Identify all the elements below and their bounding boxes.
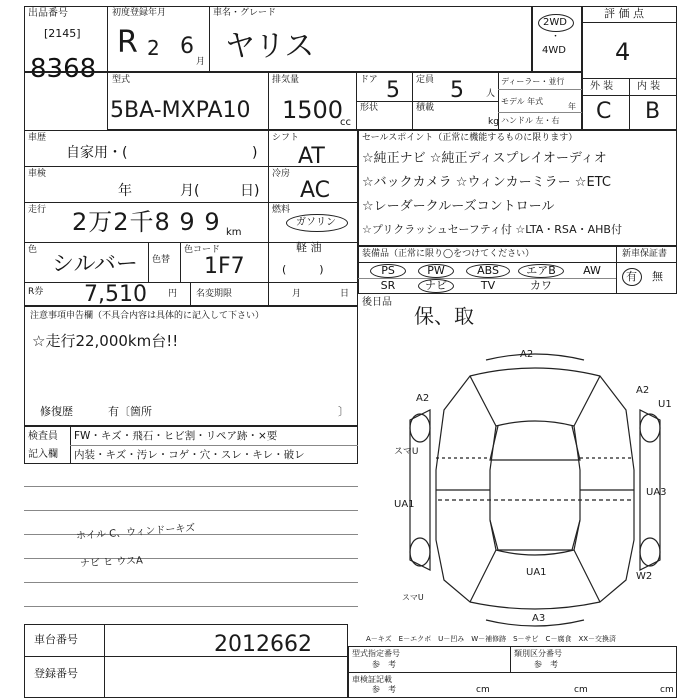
name-change-label: 名変期限 — [196, 289, 233, 299]
type-spec-ref: 参 考 — [372, 660, 396, 669]
equip-navi: ナビ — [425, 279, 447, 292]
car-diagram — [390, 340, 680, 630]
damage-a3-bottom: A3 — [532, 613, 546, 624]
sales-line-3: ☆レーダークルーズコントロール — [362, 199, 555, 214]
equip-sr: SR — [380, 279, 396, 292]
model-value: 5BA-MXPA10 — [110, 98, 251, 123]
drive-dot: ・ — [551, 32, 561, 42]
capacity-label: 定員 — [416, 75, 435, 85]
grade-label: 評 価 点 — [604, 7, 644, 20]
month-unit: 月 — [196, 57, 206, 67]
equip-airbag: エアB — [526, 264, 556, 277]
damage-ua1-left: UA1 — [394, 499, 415, 510]
car-name-label: 車名・グレード — [213, 8, 277, 18]
equip-abs: ABS — [477, 264, 499, 277]
color-label: 色 — [28, 245, 38, 255]
warranty-label: 新車保証書 — [622, 249, 668, 259]
history-value: 自家用・( — [66, 145, 128, 161]
fuel-diesel: 軽 油 — [296, 241, 322, 254]
damage-ua3-right: UA3 — [646, 487, 667, 498]
first-reg-month: 6 — [180, 34, 194, 59]
equip-tv: TV — [480, 279, 496, 292]
mileage-value: 2万2千8 9 9 — [72, 208, 221, 236]
inspector-row-2: 内装・キズ・汚レ・コゲ・穴・スレ・キレ・破レ — [74, 449, 305, 461]
sales-line-1: ☆純正ナビ ☆純正ディスプレイオーディオ — [362, 151, 607, 166]
ac-value: AC — [300, 178, 331, 203]
back-items-label: 後日品 — [362, 297, 392, 308]
sales-line-4: ☆プリクラッシュセーフティ付 ☆LTA・RSA・AHB付 — [362, 223, 622, 236]
inspector-row-1: FW・キズ・飛石・ヒビ割・リペア跡・×要 — [74, 430, 278, 442]
cm-3: cm — [660, 685, 674, 695]
shift-value: AT — [298, 144, 325, 169]
cm-1: cm — [476, 685, 490, 695]
repair-close: 〕 — [338, 405, 349, 418]
doors-value: 5 — [386, 78, 400, 103]
color-change-label: 色替 — [152, 255, 171, 265]
damage-a2-right: A2 — [636, 385, 650, 396]
type-spec-label: 型式指定番号 — [352, 649, 400, 658]
inspector-label-2: 記入欄 — [28, 449, 58, 460]
damage-ua1-bottom: UA1 — [526, 567, 547, 578]
color-code-value: 1F7 — [204, 254, 245, 279]
person-unit: 人 — [486, 89, 496, 99]
damage-a2-top: A2 — [520, 349, 534, 360]
km-unit: km — [226, 227, 242, 238]
displacement-label: 排気量 — [272, 75, 300, 85]
inspector-hand-1: ホイル C、ウィンドーキズ — [75, 522, 196, 543]
notes-block — [24, 306, 358, 426]
sales-title: セールスポイント（正常に機能するものに限ります） — [362, 133, 578, 143]
dealer-label: ディーラー・並行 — [501, 77, 565, 86]
ext-value: C — [596, 99, 612, 124]
lot-number: 8368 — [30, 54, 97, 84]
ext-label: 外 装 — [590, 81, 614, 92]
first-reg-era: R — [117, 25, 138, 60]
class-label: 類別区分番号 — [514, 649, 562, 658]
lot-label: 出品番号 — [28, 8, 68, 19]
fuel-gasoline: ガソリン — [296, 217, 336, 228]
fuel-label: 燃料 — [272, 205, 291, 215]
kg-unit: kg — [488, 117, 499, 127]
inspection-year: 年 — [118, 183, 132, 199]
drive-2wd: 2WD — [543, 17, 567, 28]
damage-a2-left: A2 — [416, 393, 430, 404]
shape-label: 形状 — [360, 103, 379, 113]
equipment-title: 装備品（正常に限り◯をつけてください） — [362, 249, 535, 259]
reg-label: 登録番号 — [34, 667, 78, 680]
damage-w2-right: W2 — [636, 571, 653, 582]
inspector-label-1: 検査員 — [28, 431, 58, 442]
cm-2: cm — [574, 685, 588, 695]
doors-label: ドア — [360, 75, 378, 85]
drive-4wd: 4WD — [542, 45, 566, 56]
model-year-label: モデル 年式 — [501, 97, 544, 106]
first-reg-year: 2 — [147, 36, 160, 60]
int-label: 内 装 — [637, 81, 661, 92]
warranty-no: 無 — [652, 270, 663, 283]
load-label: 積載 — [416, 103, 435, 113]
class-ref: 参 考 — [534, 660, 558, 669]
car-name: ヤリス — [225, 29, 315, 64]
damage-smart-left: スマU — [394, 447, 419, 457]
inspector-hand-2: ナビ ヒ ウスA — [79, 555, 144, 570]
dims-label: 車検証記載 — [352, 675, 392, 684]
damage-smart-bottom: スマU — [402, 593, 424, 602]
recycle-value: 7,510 — [84, 282, 147, 307]
inspection-month: 月( — [180, 183, 200, 199]
mileage-label: 走行 — [28, 205, 47, 215]
cc-unit: cc — [340, 117, 351, 128]
equip-aw: AW — [583, 264, 601, 277]
equip-pw: PW — [427, 264, 445, 277]
damage-legend: A－キズ E－エクボ U－凹み W－補修跡 S－サビ C－腐食 XX－交換済 — [366, 635, 617, 643]
repair-value: 有〔箇所 — [108, 405, 152, 418]
equip-leather: カワ — [530, 279, 552, 292]
inspection-label: 車検 — [28, 169, 47, 179]
dims-ref: 参 考 — [372, 685, 396, 694]
shift-label: シフト — [272, 133, 300, 143]
repair-label: 修復歴 — [40, 405, 73, 418]
back-items-value: 保、取 — [414, 304, 474, 328]
warranty-yes: 有 — [626, 270, 637, 283]
notes-content: ☆走行22,000km台!! — [32, 332, 179, 350]
first-reg-label: 初度登録年月 — [112, 8, 167, 18]
color-value: シルバー — [52, 252, 138, 277]
ac-label: 冷房 — [272, 169, 291, 179]
chassis-value: 2012662 — [214, 632, 312, 657]
damage-u1-right: U1 — [658, 399, 672, 410]
int-value: B — [645, 99, 661, 124]
recycle-label: R券 — [28, 287, 44, 297]
lot-code: [2145] — [44, 27, 81, 40]
yen-unit: 円 — [168, 289, 178, 299]
history-close: ) — [252, 145, 258, 161]
name-change-month: 月 — [292, 289, 302, 299]
sales-line-2: ☆バックカメラ ☆ウィンカーミラー ☆ETC — [362, 175, 611, 190]
grade-value: 4 — [615, 38, 631, 66]
displacement-value: 1500 — [282, 96, 344, 124]
name-change-day: 日 — [340, 289, 350, 299]
color-code-label: 色コード — [184, 245, 221, 255]
notes-title: 注意事項申告欄（不具合内容は具体的に記入して下さい） — [30, 311, 265, 321]
capacity-value: 5 — [450, 78, 464, 103]
model-label: 型式 — [112, 75, 131, 85]
chassis-label: 車台番号 — [34, 633, 78, 646]
fuel-paren: ( ) — [282, 263, 324, 276]
year-unit: 年 — [568, 102, 576, 111]
equip-ps: PS — [381, 264, 395, 277]
handle-label: ハンドル 左・右 — [501, 116, 560, 125]
inspection-day: 日) — [240, 183, 260, 199]
history-label: 車歴 — [28, 133, 47, 143]
